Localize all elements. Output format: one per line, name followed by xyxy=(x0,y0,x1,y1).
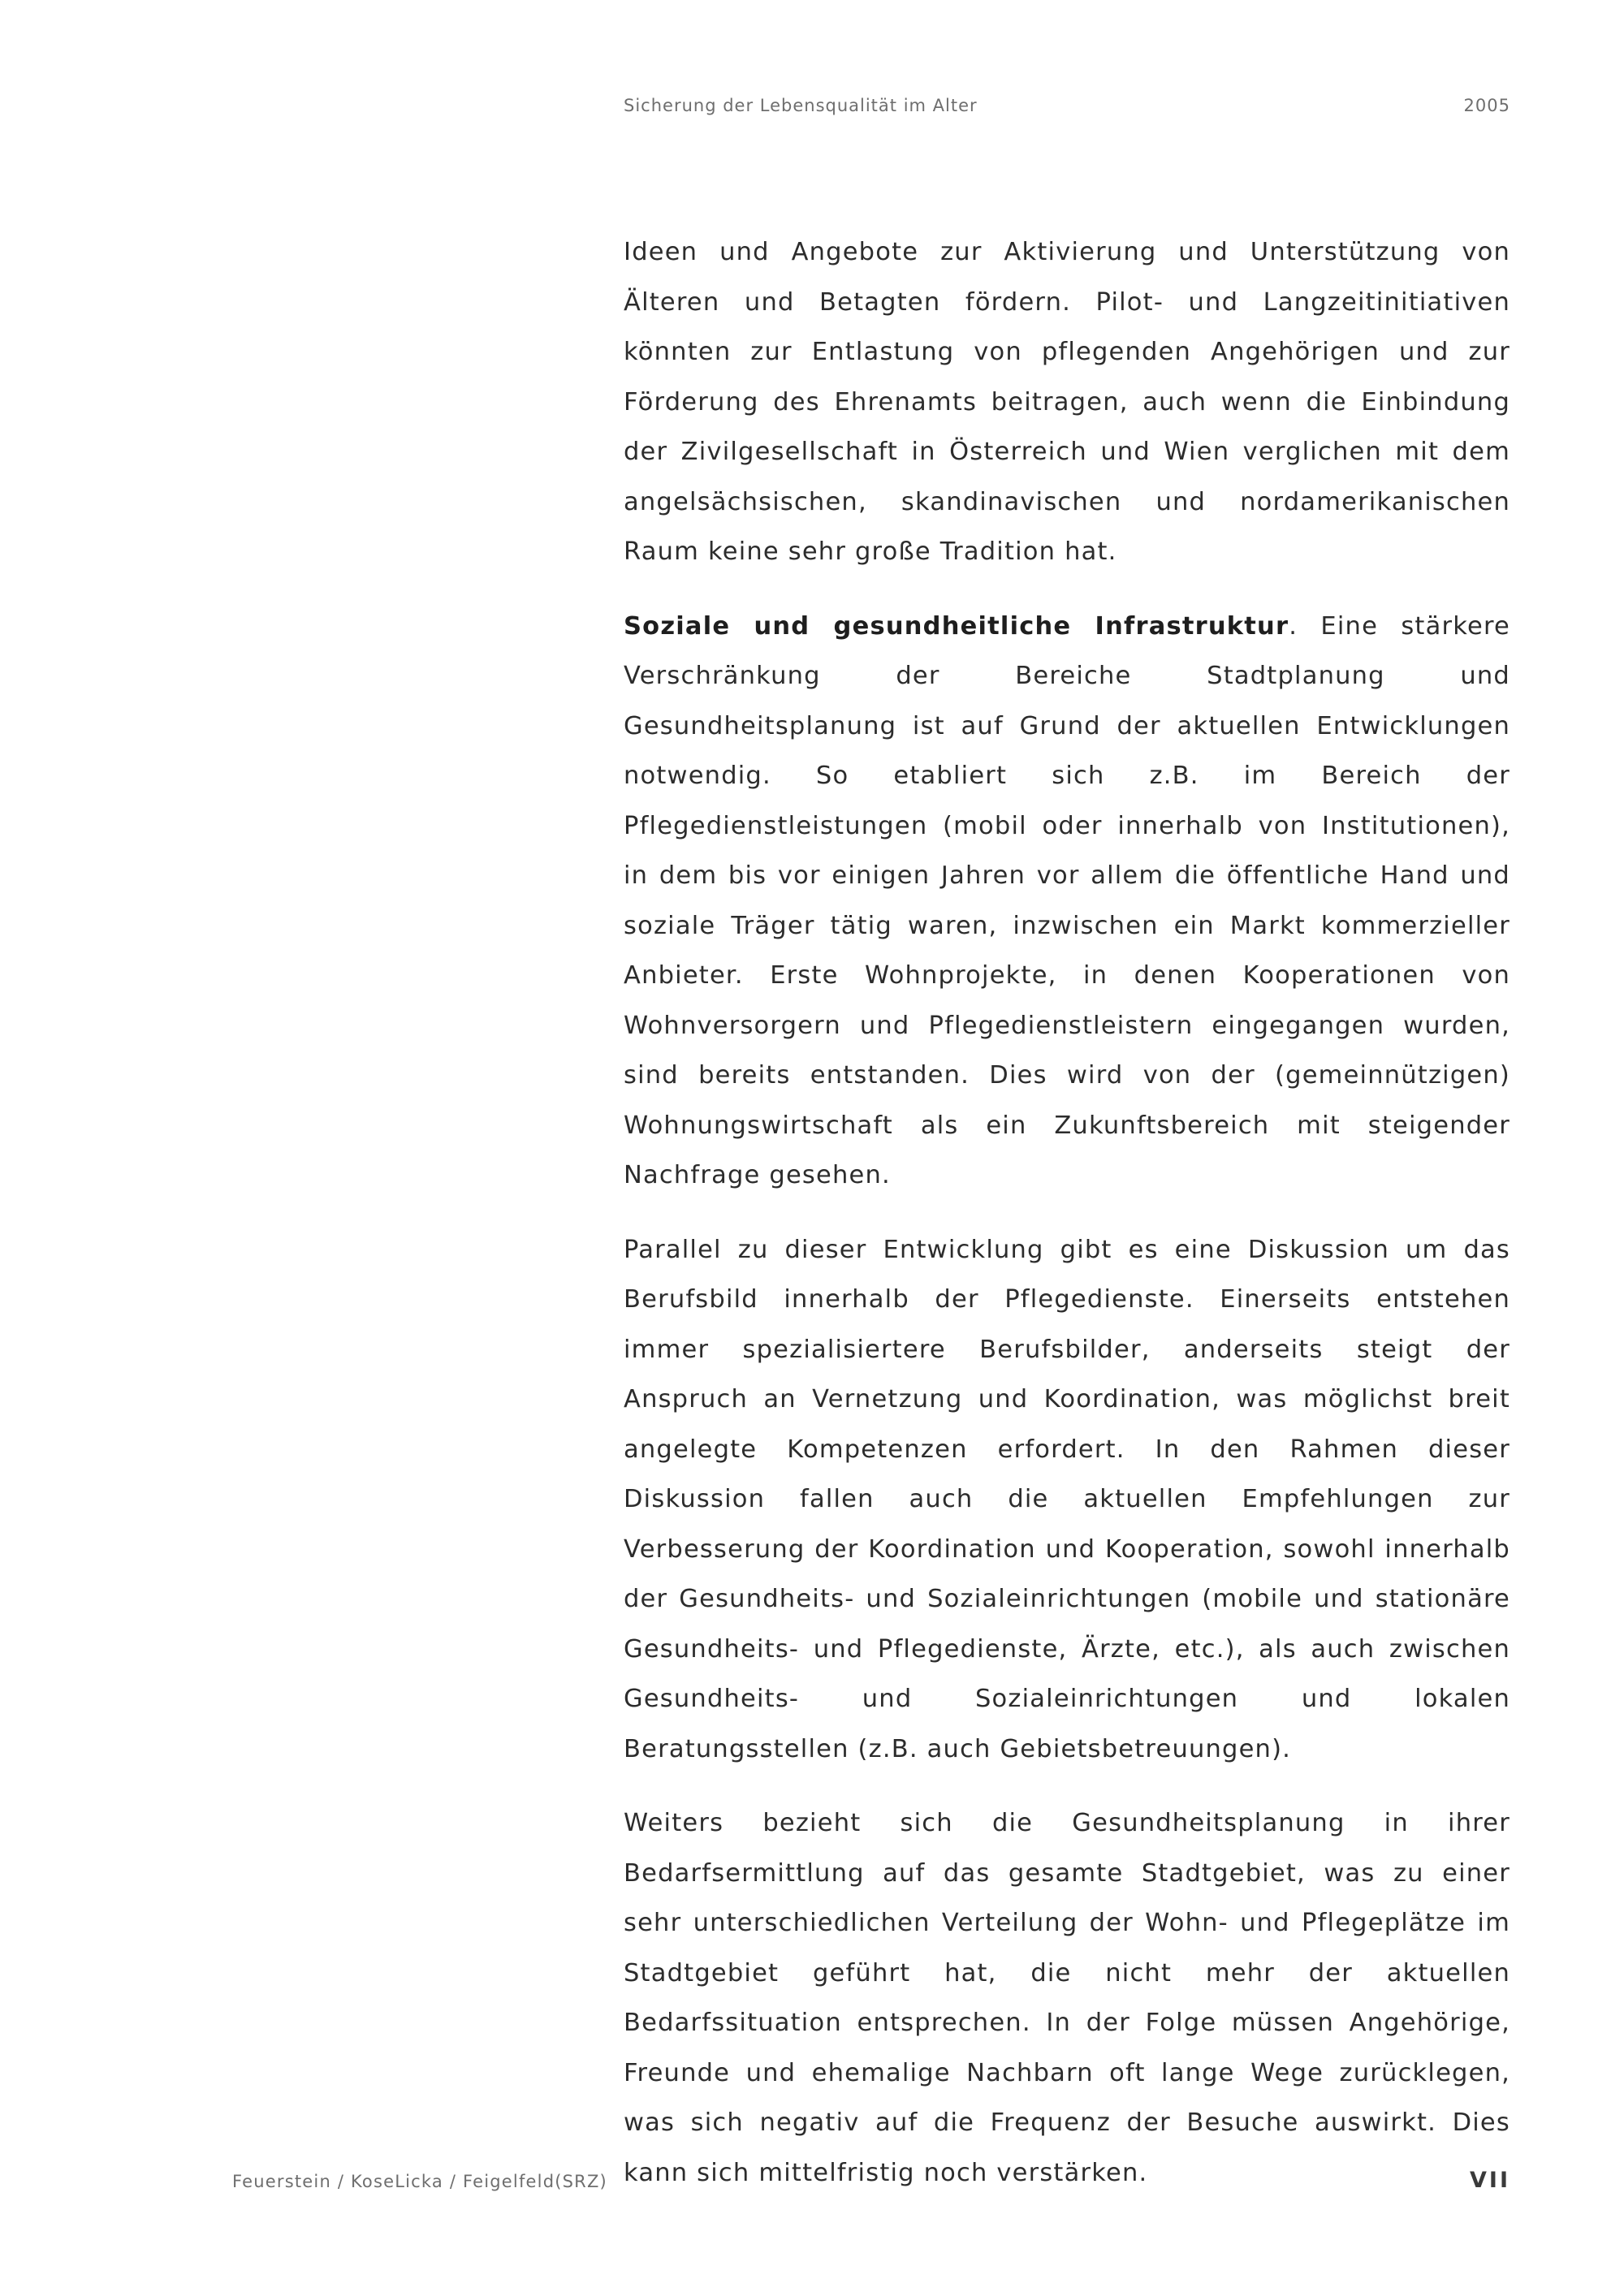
paragraph xyxy=(624,602,1510,1201)
paragraph xyxy=(624,227,1510,577)
paragraph xyxy=(624,1798,1510,2198)
paragraph-lead-heading: Soziale und gesundheitliche Infrastruktur xyxy=(624,611,1289,641)
paragraph-text: . Eine stärkere Verschränkung der Bereiche Stadtplanung und Gesundheitsplanung ist auf Grund der aktuellen Entwicklungen notwendig. So etabliert sich z.B. im Bereich der Pflegedienstleistungen (mobil oder innerhalb von Institutionen), in dem bis vor einigen Jahren vor allem die öffentliche Hand und soziale Träger tätig waren, inzwischen ein Markt kommerzieller Anbieter. Erste Wohnprojekte, in denen Kooperationen von Wohnversorgern und Pflegedienstleistern eingegangen wurden, sind bereits entstanden. Dies wird von der (gemeinnützigen) Wohnungswirtschaft als ein Zukunftsbereich mit steigender Nachfrage gesehen. xyxy=(624,611,1510,1189)
body-text xyxy=(624,227,1510,2222)
paragraph-text: Parallel zu dieser Entwicklung gibt es eine Diskussion um das Berufsbild innerhalb der Pflegedienste. Einerseits entstehen immer spezialisiertere Berufsbilder, anderseits steigt der Anspruch an Vernetzung und Koordination, was möglichst breit angelegte Kompetenzen erfordert. In den Rahmen dieser Diskussion fallen auch die aktuellen Empfehlungen zur Verbesserung der Koordination und Kooperation, sowohl innerhalb der Gesundheits- und Sozialeinrichtungen (mobile und stationäre Gesundheits- und Pflegedienste, Ärzte, etc.), als auch zwischen Gesundheits- und Sozialeinrichtungen und lokalen Beratungsstellen (z.B. auch Gebietsbetreuungen). xyxy=(624,1235,1510,1763)
paragraph-text: Weiters bezieht sich die Gesundheitsplanung in ihrer Bedarfsermittlung auf das gesamte Stadtgebiet, was zu einer sehr unterschiedlichen Verteilung der Wohn- und Pflegeplätze im Stadtgebiet geführt hat, die nicht mehr der aktuellen Bedarfssituation entsprechen. In der Folge müssen Angehörige, Freunde und ehemalige Nachbarn oft lange Wege zurücklegen, was sich negativ auf die Frequenz der Besuche auswirkt. Dies kann sich mittelfristig noch verstärken. xyxy=(624,1809,1510,2187)
running-header xyxy=(624,96,1510,115)
running-footer xyxy=(232,2168,1510,2193)
paragraph-text: Ideen und Angebote zur Aktivierung und Unterstützung von Älteren und Betagten fördern. Pilot- und Langzeitinitiativen könnten zur Entlastung von pflegenden Angehörigen und zur Förderung des Ehrenamts beitragen, auch wenn die Einbindung der Zivilgesellschaft in Österreich und Wien verglichen mit dem angelsächsischen, skandinavischen und nordamerikanischen Raum keine sehr große Tradition hat. xyxy=(624,238,1510,566)
paragraph xyxy=(624,1225,1510,1775)
footer-authors: Feuerstein / KoseLicka / Feigelfeld(SRZ) xyxy=(232,2172,607,2191)
document-title: Sicherung der Lebensqualität im Alter xyxy=(624,96,978,115)
page-number: VII xyxy=(1470,2168,1510,2193)
document-year: 2005 xyxy=(1463,96,1510,115)
